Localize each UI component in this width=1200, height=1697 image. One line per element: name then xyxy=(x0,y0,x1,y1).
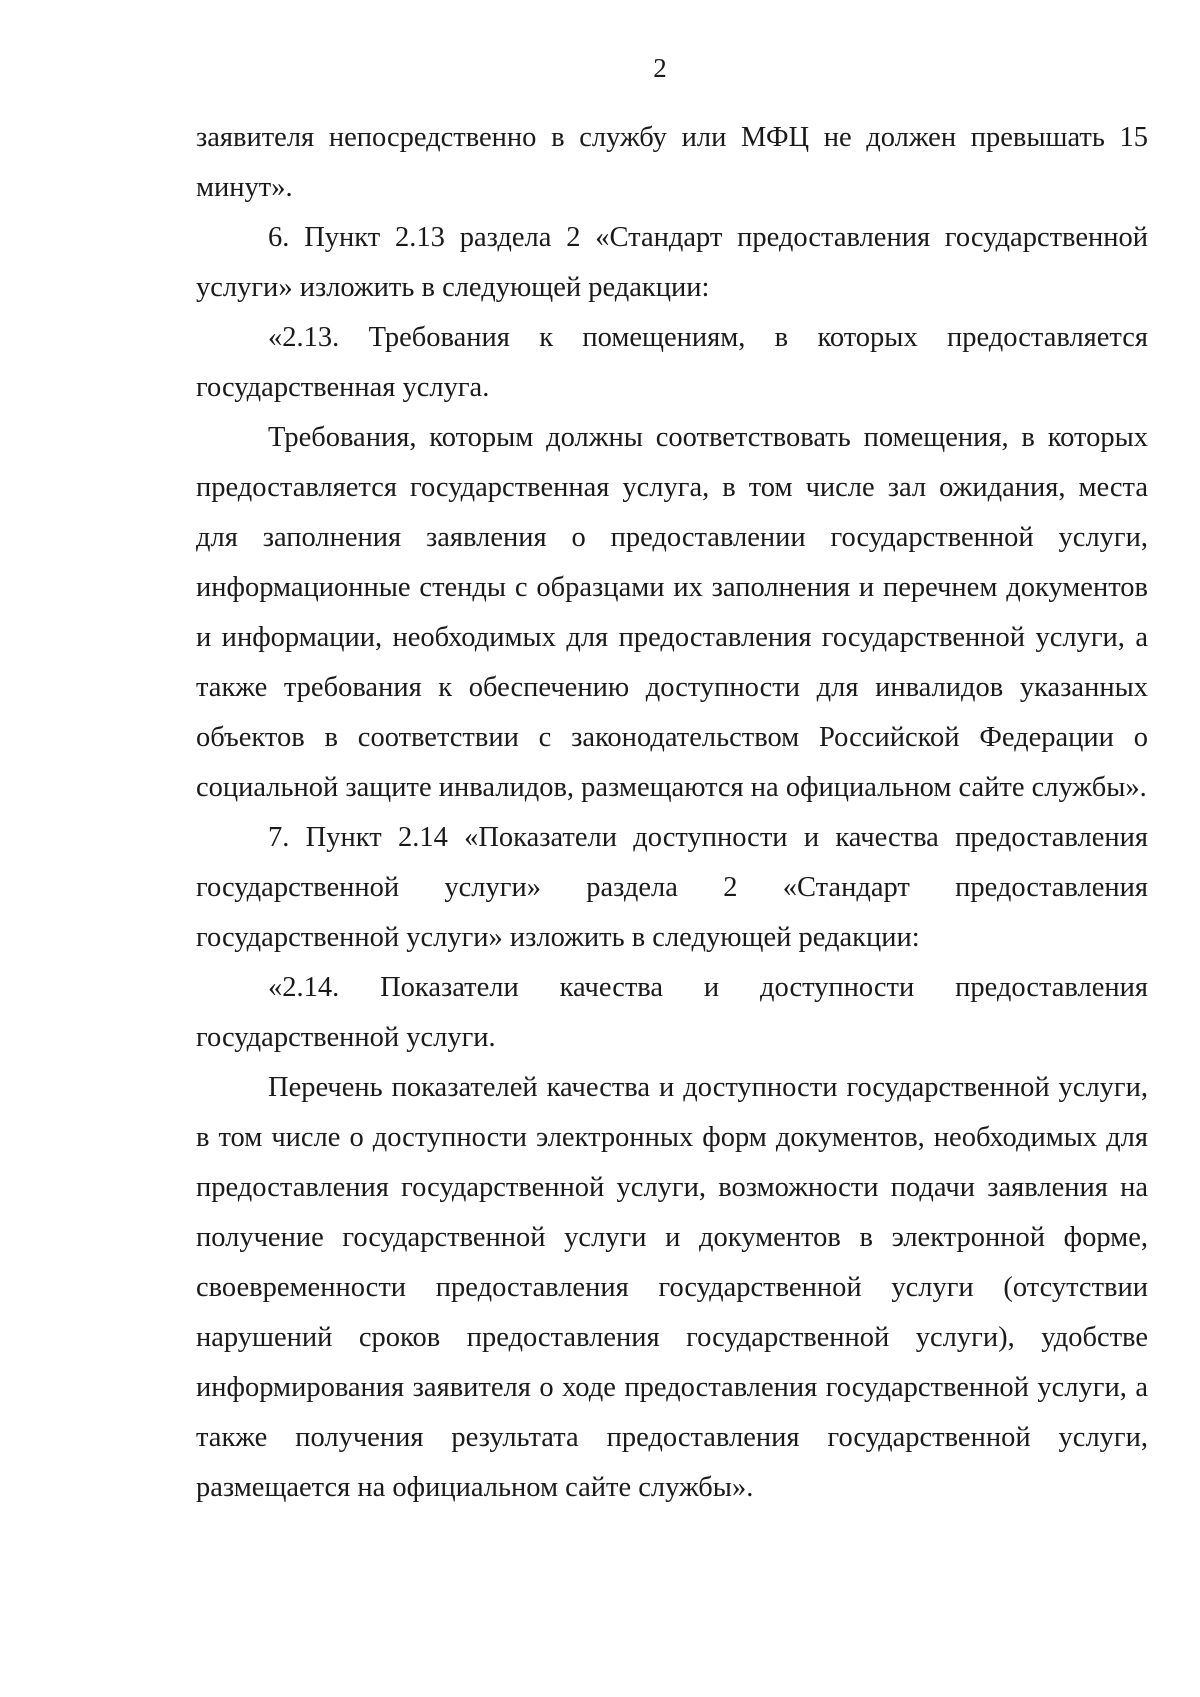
paragraph-section-2-13-body: Требования, которым должны соответствовать помещения, в которых предоставляется государственная услуга, в том числе зал ожидания, места для заполнения заявления о предоставлении государственной услуги, информационные стенды с образцами их заполнения и перечнем документов и информации, необходимых для предоставления государственной услуги, а также требования к обеспечению доступности для инвалидов указанных объектов в соответствии с законодательством Российской Федерации о социальной защите инвалидов, размещаются на официальном сайте службы». xyxy=(196,422,1148,803)
paragraph-item-7: 7. Пункт 2.14 «Показатели доступности и качества предоставления государственной услуги» раздела 2 «Стандарт предоставления государственной услуги» изложить в следующей редакции: xyxy=(196,822,1148,953)
document-body xyxy=(196,113,1148,1513)
page-number: 2 xyxy=(653,53,667,83)
paragraph-continuation: заявителя непосредственно в службу или МФЦ не должен превышать 15 минут». xyxy=(196,122,1148,203)
paragraph-item-6: 6. Пункт 2.13 раздела 2 «Стандарт предоставления государственной услуги» изложить в следующей редакции: xyxy=(196,222,1148,303)
paragraph-section-2-14-body: Перечень показателей качества и доступности государственной услуги, в том числе о доступности электронных форм документов, необходимых для предоставления государственной услуги, возможности подачи заявления на получение государственной услуги и документов в электронной форме, своевременности предоставления государственной услуги (отсутствии нарушений сроков предоставления государственной услуги), удобстве информирования заявителя о ходе предоставления государственной услуги, а также получения результата предоставления государственной услуги, размещается на официальном сайте службы». xyxy=(196,1072,1148,1503)
paragraph-section-2-14-heading: «2.14. Показатели качества и доступности предоставления государственной услуги. xyxy=(196,972,1148,1053)
paragraph-section-2-13-heading: «2.13. Требования к помещениям, в которых предоставляется государственная услуга. xyxy=(196,322,1148,403)
